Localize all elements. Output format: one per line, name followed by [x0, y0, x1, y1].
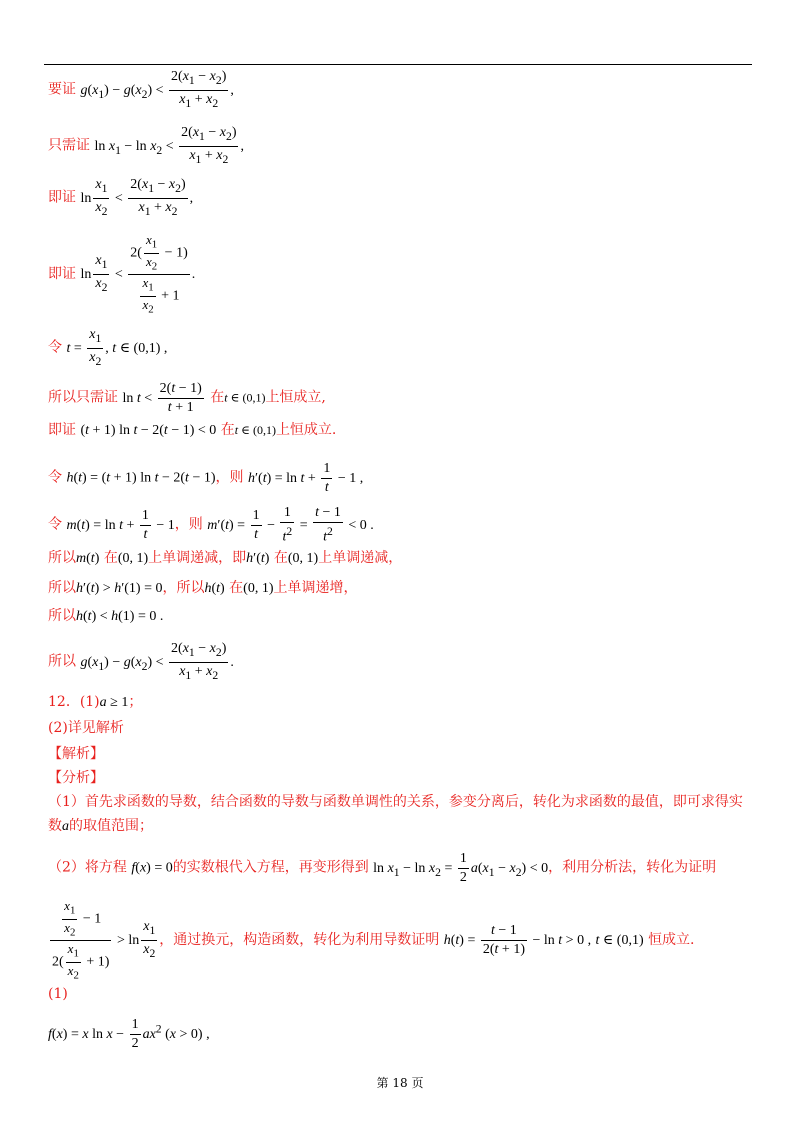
- analysis-paragraph-3: $\frac{x_1}{x_2}$ − 1 2( $\frac{x_1}{x_2}$ + 1) > ln $\frac{x_1}{x_2}$ ，通过换元，构造函数，转化为利用导数证明 h(t) = $\frac{t - 1}{2(t + 1)}$ − ln t > 0 , t ∈ (0,1) 恒成立.: [52, 898, 695, 982]
- part-1-label: (1): [48, 986, 68, 1002]
- line-2: 只需证 $\ln x_1 - \ln x_2$ < $\frac{2(x_1 - x_2)}{x_1 + x_2}$ ,: [48, 125, 244, 166]
- line-12: 所以h(t) < h(1) = 0 .: [48, 608, 164, 624]
- line-4: 即证 ln $\frac{x_1}{x_2}$ < 2( $\frac{x_1}{x_2}$ − 1) $\frac{x_1}{x_2}$ + 1 .: [48, 232, 196, 316]
- analysis-paragraph-1: （1）首先求函数的导数，结合函数的导数与函数单调性的关系，参变分离后，转化为求函数的最值，即可求得实数a的取值范围；: [48, 794, 743, 834]
- line-10: 所以m(t) 在(0, 1)上单调递减，即h′(t) 在(0, 1)上单调递减，: [48, 550, 403, 566]
- header-rule: [44, 64, 752, 65]
- line-3: 即证 ln $\frac{x_1}{x_2}$ < $\frac{2(x_1 - x_2)}{x_1 + x_2}$ ,: [48, 177, 194, 218]
- jiexi-label: 【解析】: [48, 746, 104, 762]
- function-definition: f(x) = x ln x − $\frac{1}{2}$ $ax^2$ (x > 0) ,: [48, 1017, 210, 1051]
- analysis-paragraph-2: （2）将方程 f(x) = 0的实数根代入方程，再变形得到 $\ln x_1 - \ln x_2$ = $\frac{1}{2}$ $a(x_1 - x_2) < 0$，利用分析法，转化为证明: [48, 851, 717, 885]
- line-7: 即证 (t + 1) ln t − 2(t − 1) < 0 在t ∈ (0,1)上恒成立.: [48, 422, 337, 438]
- fenxi-label: 【分析】: [48, 770, 104, 786]
- q12-answer-1: 12．(1)a ≥ 1；: [48, 694, 143, 710]
- line-6: 所以只需证 ln t < $\frac{2(t - 1)}{t + 1}$ 在t ∈ (0,1)上恒成立,: [48, 381, 326, 415]
- line-9: 令 m(t) = ln t + $\frac{1}{t}$ − 1，则 m′(t) = $\frac{1}{t}$ − $\frac{1}{t^2}$ = $\frac{t - 1}{t^2}$ < 0 .: [48, 505, 374, 545]
- line-13: 所以 $g(x_1) - g(x_2)$ < $\frac{2(x_1 - x_2)}{x_1 + x_2}$ .: [48, 641, 234, 682]
- line-8: 令 h(t) = (t + 1) ln t − 2(t − 1)，则 h′(t) = ln t + $\frac{1}{t}$ − 1 ,: [48, 461, 364, 495]
- line-5: 令 t = $\frac{x_1}{x_2}$ , t ∈ (0,1) ,: [48, 327, 168, 368]
- line-11: 所以h′(t) > h′(1) = 0，所以h(t) 在(0, 1)上单调递增，: [48, 580, 358, 596]
- page-footer: 第 18 页: [376, 1076, 424, 1090]
- line-1: 要证 $g(x_1) - g(x_2)$ < $\frac{2(x_1 - x_2)}{x_1 + x_2}$ ,: [48, 69, 234, 110]
- q12-answer-2: (2)详见解析: [48, 720, 124, 736]
